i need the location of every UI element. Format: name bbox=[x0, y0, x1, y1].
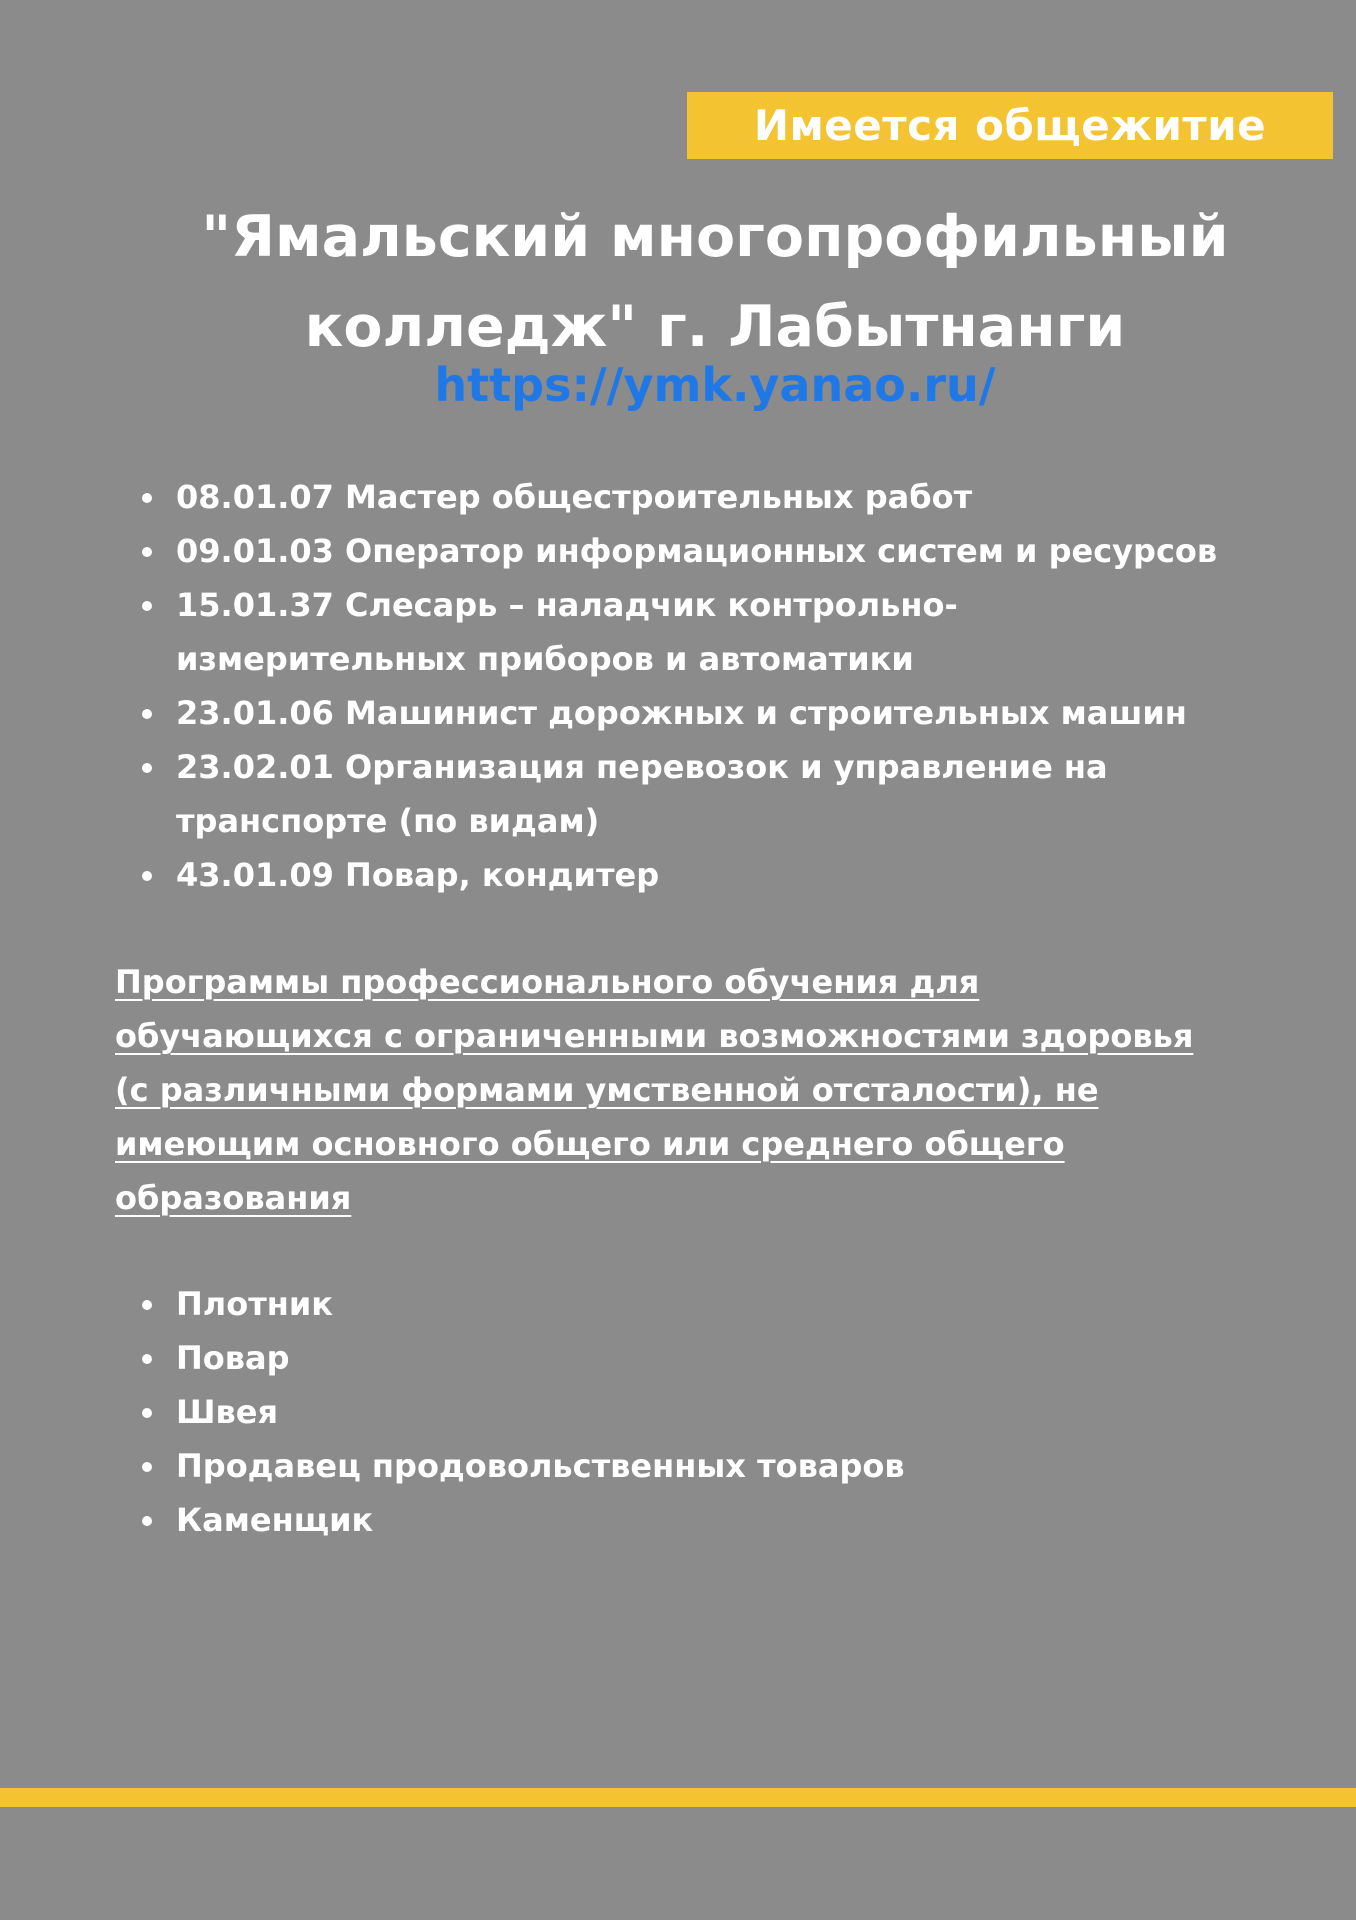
dormitory-badge-label: Имеется общежитие bbox=[753, 101, 1267, 150]
college-title bbox=[100, 192, 1330, 372]
bullet-icon bbox=[142, 709, 152, 719]
bullet-icon bbox=[142, 1354, 152, 1364]
program-label: 43.01.09 Повар, кондитер bbox=[176, 856, 660, 894]
bullet-icon bbox=[142, 1408, 152, 1418]
bullet-icon bbox=[142, 547, 152, 557]
heading-line: обучающихся с ограниченными возможностями здоровья bbox=[115, 1017, 1194, 1055]
heading-line: образования bbox=[115, 1179, 352, 1217]
list-item bbox=[138, 1277, 905, 1331]
bullet-icon bbox=[142, 1462, 152, 1472]
trade-label: Повар bbox=[176, 1339, 290, 1377]
bullet-icon bbox=[142, 1300, 152, 1310]
trade-label: Каменщик bbox=[176, 1501, 374, 1539]
trade-label: Швея bbox=[176, 1393, 279, 1431]
programs-list bbox=[138, 470, 1217, 902]
college-title-line: колледж" г. Лабытнанги bbox=[304, 294, 1126, 360]
heading-line: Программы профессионального обучения для bbox=[115, 963, 980, 1001]
dormitory-badge bbox=[687, 92, 1333, 159]
list-item bbox=[138, 578, 1217, 686]
list-item bbox=[138, 1439, 905, 1493]
bullet-icon bbox=[142, 493, 152, 503]
bottom-accent-bar bbox=[0, 1788, 1356, 1807]
list-item bbox=[138, 1385, 905, 1439]
list-item bbox=[138, 686, 1217, 740]
program-label-continued: транспорте (по видам) bbox=[176, 802, 600, 840]
list-item bbox=[138, 470, 1217, 524]
trade-label: Плотник bbox=[176, 1285, 333, 1323]
program-label: 23.02.01 Организация перевозок и управление на bbox=[176, 748, 1108, 786]
list-item bbox=[138, 848, 1217, 902]
bullet-icon bbox=[142, 601, 152, 611]
bullet-icon bbox=[142, 763, 152, 773]
list-item bbox=[138, 740, 1217, 848]
program-label-continued: измерительных приборов и автоматики bbox=[176, 640, 914, 678]
program-label: 08.01.07 Мастер общестроительных работ bbox=[176, 478, 973, 516]
trades-list bbox=[138, 1277, 905, 1547]
special-programs-heading bbox=[115, 955, 1345, 1225]
list-item bbox=[138, 1331, 905, 1385]
heading-line: имеющим основного общего или среднего общего bbox=[115, 1125, 1065, 1163]
program-label: 23.01.06 Машинист дорожных и строительных машин bbox=[176, 694, 1187, 732]
program-label: 15.01.37 Слесарь – наладчик контрольно- bbox=[176, 586, 958, 624]
heading-line: (с различными формами умственной отсталости), не bbox=[115, 1071, 1099, 1109]
college-title-line: "Ямальский многопрофильный bbox=[201, 204, 1229, 270]
list-item bbox=[138, 524, 1217, 578]
program-label: 09.01.03 Оператор информационных систем и ресурсов bbox=[176, 532, 1218, 570]
bullet-icon bbox=[142, 871, 152, 881]
website-link[interactable]: https://ymk.yanao.ru/ bbox=[434, 358, 996, 412]
trade-label: Продавец продовольственных товаров bbox=[176, 1447, 905, 1485]
bullet-icon bbox=[142, 1516, 152, 1526]
list-item bbox=[138, 1493, 905, 1547]
